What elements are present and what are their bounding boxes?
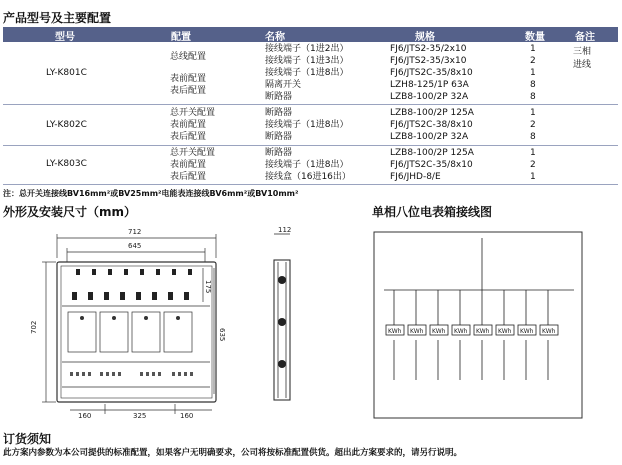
header-config: 配置 [171,32,191,43]
dim-635-label: 635 [218,328,226,342]
dim-645-label: 645 [128,242,142,250]
meter-kwh-label: KWh [520,328,534,335]
order-title: 订货须知 [3,432,52,446]
model-cell: LY-K802C [46,120,87,130]
meter-kwh-label: KWh [498,328,512,335]
meter-kwh-label: KWh [454,328,468,335]
dim-712-label: 712 [128,228,142,236]
dim-702-label: 702 [30,320,38,334]
dim-160b-label: 160 [180,412,194,418]
table-header [3,27,618,42]
product-title: 产品型号及主要配置 [3,11,112,25]
dim-160a-label: 160 [78,412,92,418]
header-remark: 备注 [575,32,595,43]
wiring-diagram [370,230,584,420]
meter-kwh-label: KWh [388,328,402,335]
header-name: 名称 [265,32,285,43]
dim-112-label: 112 [278,226,292,234]
dimension-drawing [0,222,340,418]
meter-kwh-label: KWh [410,328,424,335]
dimensions-title: 外形及安装尺寸（mm） [3,205,137,219]
header-spec: 规格 [415,32,435,43]
model-cell: LY-K803C [46,159,87,169]
dim-175-label: 175 [204,280,212,294]
header-model: 型号 [55,32,75,43]
meter-kwh-label: KWh [432,328,446,335]
order-text: 此方案内参数为本公司提供的标准配置，如果客户无明确要求，公司将按标准配置供货。超出此方案要求的，请另行说明。 [3,448,463,458]
dim-325-label: 325 [133,412,147,418]
remark-cell: 三相 进线 [573,47,592,70]
note-text: 注：总开关连接线BV16mm²或BV25mm²电能表连接线BV6mm²或BV10mm² [3,189,299,198]
wiring-title: 单相八位电表箱接线图 [372,205,493,219]
row-divider [3,145,618,146]
meter-kwh-label: KWh [476,328,490,335]
row-divider [3,104,618,105]
meter-kwh-label: KWh [542,328,556,335]
row-divider [3,184,618,185]
model-cell: LY-K801C [46,68,87,78]
header-qty: 数量 [525,32,545,43]
